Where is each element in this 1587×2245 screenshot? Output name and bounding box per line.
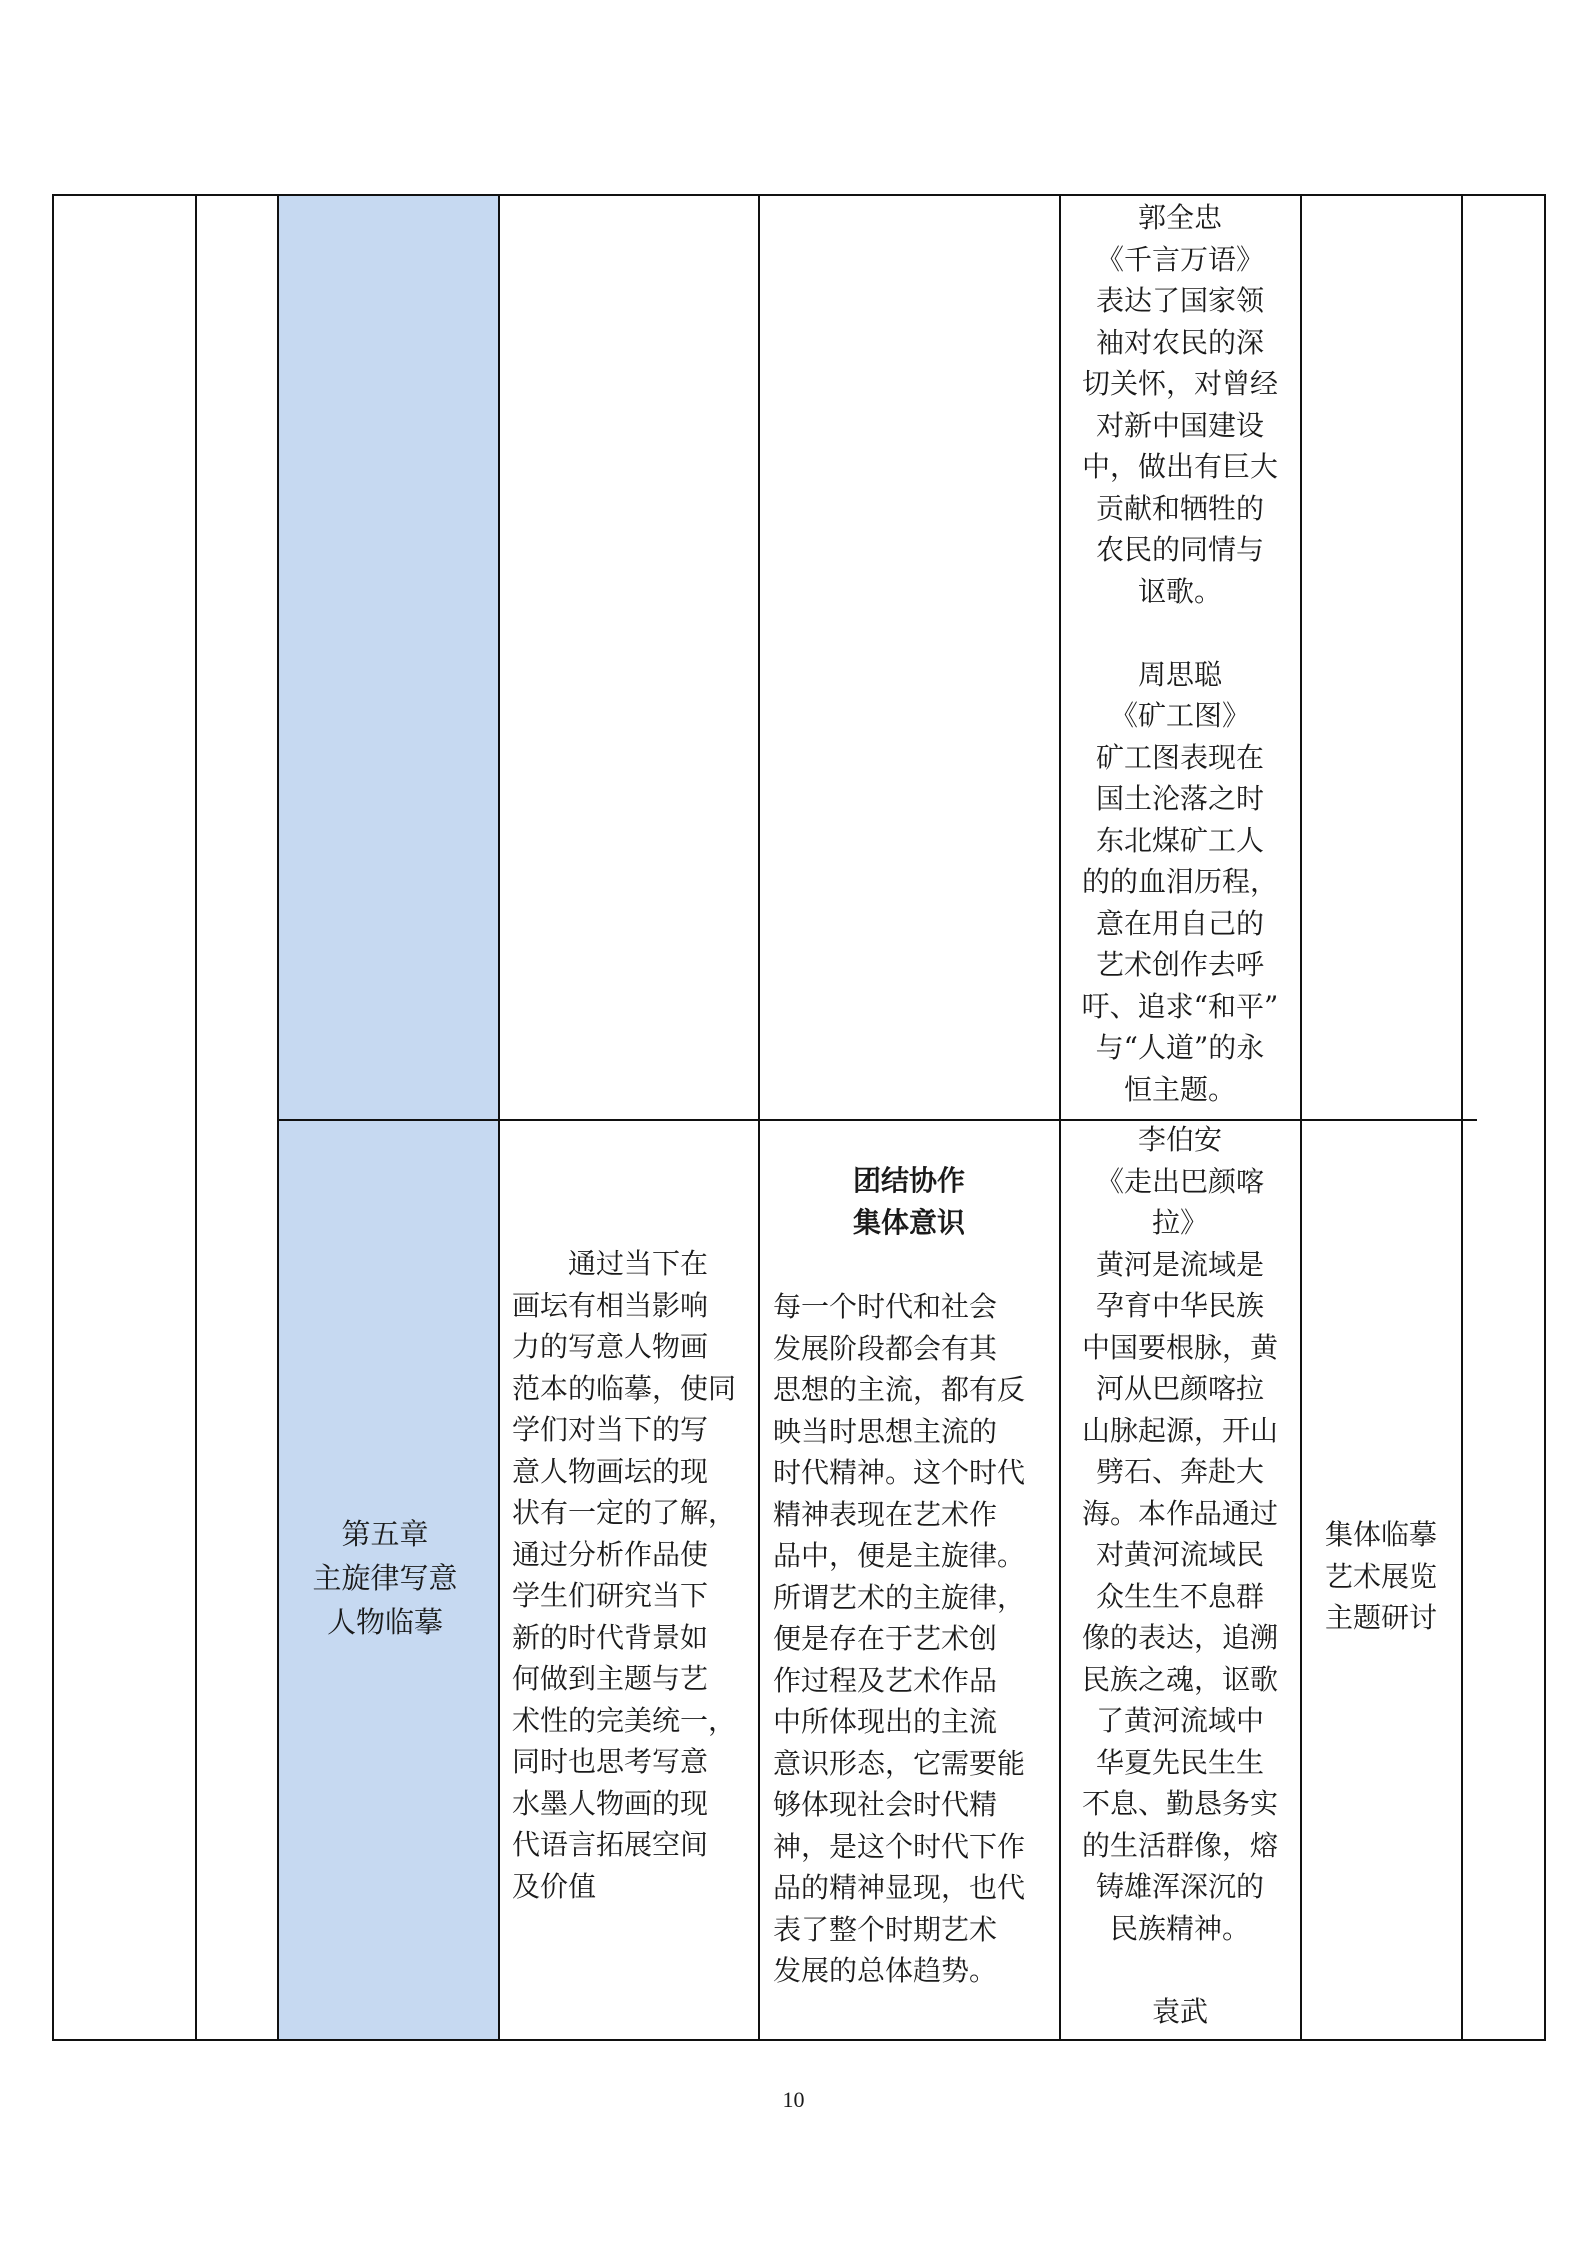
work-line: 周思聪	[1137, 657, 1222, 691]
objective-line: 何做到主题与艺	[512, 1662, 709, 1695]
ideology-heading-line: 集体意识	[852, 1205, 965, 1239]
objective-line: 及价值	[512, 1869, 597, 1903]
work-line: 艺术创作去呼	[1095, 948, 1264, 981]
ideology-line: 神，是这个时代下作	[773, 1829, 1026, 1863]
ideology-line: 思想的主流，都有反	[773, 1373, 1026, 1406]
work-line: 孕育中华民族	[1095, 1289, 1264, 1322]
work-line: 不息、勤恳务实	[1081, 1787, 1278, 1820]
work-line: 河从巴颜喀拉	[1095, 1372, 1264, 1405]
method-line: 艺术展览	[1324, 1559, 1437, 1593]
work-line: 切关怀，对曾经	[1081, 367, 1278, 400]
chapter-title-line: 第五章	[341, 1517, 429, 1551]
work-line: 国土沦落之时	[1095, 782, 1264, 815]
ideology-line: 品的精神显现，也代	[773, 1871, 1026, 1904]
chapter-title-line: 人物临摹	[326, 1605, 443, 1639]
page-number: 10	[782, 2087, 805, 2112]
objective-line: 学们对当下的写	[512, 1413, 709, 1446]
work-line: 劈石、奔赴大	[1095, 1455, 1264, 1488]
work-line: 华夏先民生生	[1095, 1745, 1264, 1779]
work-line: 民族精神。	[1109, 1911, 1250, 1945]
ideology-line: 发展的总体趋势。	[773, 1954, 998, 1987]
objective-line: 范本的临摹，使同	[512, 1371, 737, 1405]
objective-line: 学生们研究当下	[512, 1579, 709, 1612]
column-divider-1	[195, 194, 197, 2041]
work-line	[1060, 1949, 1300, 1991]
work-line: 东北煤矿工人	[1095, 823, 1264, 857]
work-line: 农民的同情与	[1095, 533, 1264, 566]
work-line: 铸雄浑深沉的	[1095, 1870, 1264, 1903]
work-line: 拉》	[1151, 1206, 1208, 1239]
ideology-line: 每一个时代和社会	[773, 1290, 998, 1323]
column-divider-6	[1300, 194, 1302, 2041]
objective-line: 画坛有相当影响	[512, 1288, 709, 1322]
method-line: 主题研讨	[1324, 1601, 1437, 1634]
work-line: 对新中国建设	[1095, 408, 1264, 442]
work-line: 黄河是流域是	[1095, 1247, 1264, 1281]
chapter-title-line: 主旋律写意	[312, 1561, 458, 1595]
ideology-heading-line: 团结协作	[852, 1164, 965, 1197]
ideology-line: 表了整个时期艺术	[773, 1912, 998, 1946]
work-line: 中国要根脉，黄	[1081, 1330, 1278, 1364]
column-divider-3	[498, 194, 500, 2041]
objective-line: 新的时代背景如	[512, 1620, 709, 1654]
ideology-line: 时代精神。这个时代	[773, 1456, 1026, 1489]
ideology-line: 够体现社会时代精	[773, 1788, 998, 1821]
ideology-line: 发展阶段都会有其	[773, 1331, 998, 1365]
objective-line: 意人物画坛的现	[512, 1454, 709, 1488]
work-line: 袖对农民的深	[1095, 325, 1264, 359]
column-divider-2	[277, 194, 279, 2041]
works-cell-chapter5	[1060, 1119, 1300, 2032]
chapter-title	[278, 1512, 492, 1644]
work-line	[1060, 612, 1300, 654]
ideology-line: 品中，便是主旋律。	[773, 1539, 1026, 1572]
table-right-border	[1544, 194, 1546, 2041]
work-line: 《矿工图》	[1109, 699, 1250, 732]
ideology-line: 映当时思想主流的	[773, 1414, 998, 1448]
work-line: 了黄河流域中	[1095, 1704, 1264, 1737]
objective-line: 通过分析作品使	[512, 1537, 709, 1571]
methods-cell	[1301, 1514, 1461, 1639]
work-line: 民族之魂，讴歌	[1081, 1662, 1278, 1696]
work-line: 的生活群像，熔	[1081, 1828, 1278, 1862]
work-line: 矿工图表现在	[1095, 740, 1264, 774]
work-line: 众生生不息群	[1095, 1579, 1264, 1613]
work-line: 恒主题。	[1123, 1072, 1236, 1106]
objective-line: 代语言拓展空间	[512, 1828, 709, 1861]
objectives-cell	[512, 1243, 752, 1907]
chapter-column-shading	[279, 195, 498, 2040]
objective-line: 水墨人物画的现	[512, 1786, 709, 1820]
column-divider-4	[758, 194, 760, 2041]
work-line: 《千言万语》	[1095, 242, 1264, 276]
work-line: 郭全忠	[1137, 201, 1222, 234]
ideology-heading	[760, 1160, 1058, 1243]
objective-line: 力的写意人物画	[512, 1330, 709, 1363]
work-line: 与“人道”的永	[1095, 1031, 1265, 1064]
work-line: 的的血泪历程，	[1081, 865, 1278, 898]
work-line: 对黄河流域民	[1095, 1538, 1264, 1571]
objective-line: 通过当下在	[568, 1247, 709, 1280]
work-line: 袁武	[1151, 1994, 1208, 2028]
objective-line: 术性的完美统一，	[512, 1703, 737, 1737]
objective-line: 同时也思考写意	[512, 1745, 709, 1778]
ideology-line: 作过程及艺术作品	[773, 1663, 998, 1697]
work-line: 海。本作品通过	[1081, 1496, 1278, 1530]
ideology-line: 所谓艺术的主旋律，	[773, 1580, 1026, 1614]
method-line: 集体临摹	[1324, 1518, 1437, 1551]
work-line: 意在用自己的	[1095, 906, 1264, 940]
work-line: 像的表达，追溯	[1081, 1621, 1278, 1654]
column-divider-7	[1461, 194, 1463, 2041]
objective-line: 状有一定的了解，	[512, 1496, 737, 1529]
work-line: 表达了国家领	[1095, 284, 1264, 317]
work-line: 吁、追求“和平”	[1081, 989, 1279, 1023]
work-line: 李伯安	[1137, 1123, 1222, 1156]
table-left-border	[52, 194, 54, 2041]
work-line: 讴歌。	[1137, 574, 1222, 608]
ideology-line: 便是存在于艺术创	[773, 1622, 998, 1655]
work-line: 《走出巴颜喀	[1095, 1164, 1264, 1198]
ideology-line: 中所体现出的主流	[773, 1705, 998, 1738]
ideology-line: 精神表现在艺术作	[773, 1497, 998, 1531]
work-line: 中，做出有巨大	[1081, 450, 1278, 483]
ideology-text-cell	[773, 1286, 1053, 1992]
works-cell-top	[1060, 197, 1300, 1110]
work-line: 贡献和牺牲的	[1095, 491, 1264, 525]
work-line: 山脉起源，开山	[1081, 1413, 1278, 1447]
ideology-line: 意识形态，它需要能	[773, 1746, 1026, 1780]
